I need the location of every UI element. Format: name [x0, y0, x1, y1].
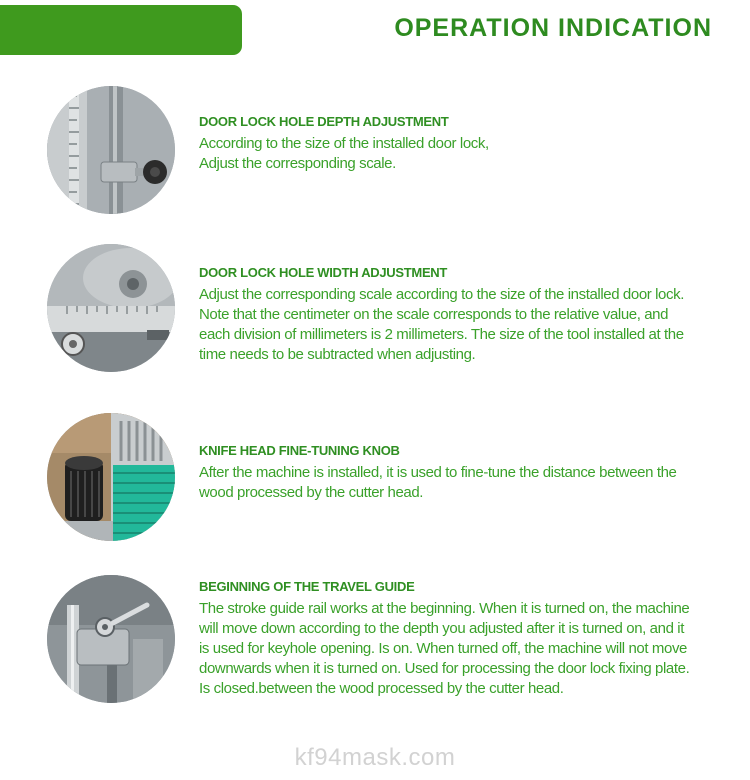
description-line: The stroke guide rail works at the beginning. When it is turned on, the machine: [199, 600, 690, 617]
description-line: Adjust the corresponding scale according to the size of the installed door lock.: [199, 286, 684, 303]
description-line: downwards when it is turned on. Used for processing the door lock fixing plate.: [199, 660, 690, 677]
item-heading: BEGINNING OF THE TRAVEL GUIDE: [199, 579, 415, 594]
item-description: [199, 134, 724, 174]
description-line: wood processed by the cutter head.: [199, 484, 424, 501]
item-description: [199, 463, 724, 503]
description-line: each division of millimeters is 2 millimeters. The size of the tool installed at the: [199, 326, 684, 343]
description-line: will move down according to the depth you adjusted after it is turned on, and it: [199, 620, 684, 637]
depth-adjustment-photo: [47, 86, 175, 214]
item-heading: DOOR LOCK HOLE DEPTH ADJUSTMENT: [199, 114, 449, 129]
description-line: Note that the centimeter on the scale corresponds to the relative value, and: [199, 306, 669, 323]
description-line: After the machine is installed, it is used to fine-tune the distance between the: [199, 464, 677, 481]
watermark: kf94mask.com: [294, 744, 456, 771]
item-description: [199, 599, 724, 699]
item-description: [199, 285, 724, 365]
description-line: Adjust the corresponding scale.: [199, 155, 396, 172]
page-title: OPERATION INDICATION: [394, 14, 712, 42]
travel-guide-photo: [47, 575, 175, 703]
description-line: is used for keyhole opening. Is on. When turned off, the machine will not move: [199, 640, 687, 657]
item-heading: KNIFE HEAD FINE-TUNING KNOB: [199, 443, 400, 458]
description-line: time needs to be subtracted when adjusting.: [199, 346, 476, 363]
item-heading: DOOR LOCK HOLE WIDTH ADJUSTMENT: [199, 265, 448, 280]
fine-tuning-knob-photo: [47, 413, 175, 541]
description-line: Is closed.between the wood processed by the cutter head.: [199, 680, 564, 697]
width-adjustment-photo: [47, 244, 175, 372]
header-accent-bar: [0, 5, 242, 55]
description-line: According to the size of the installed door lock,: [199, 135, 489, 152]
